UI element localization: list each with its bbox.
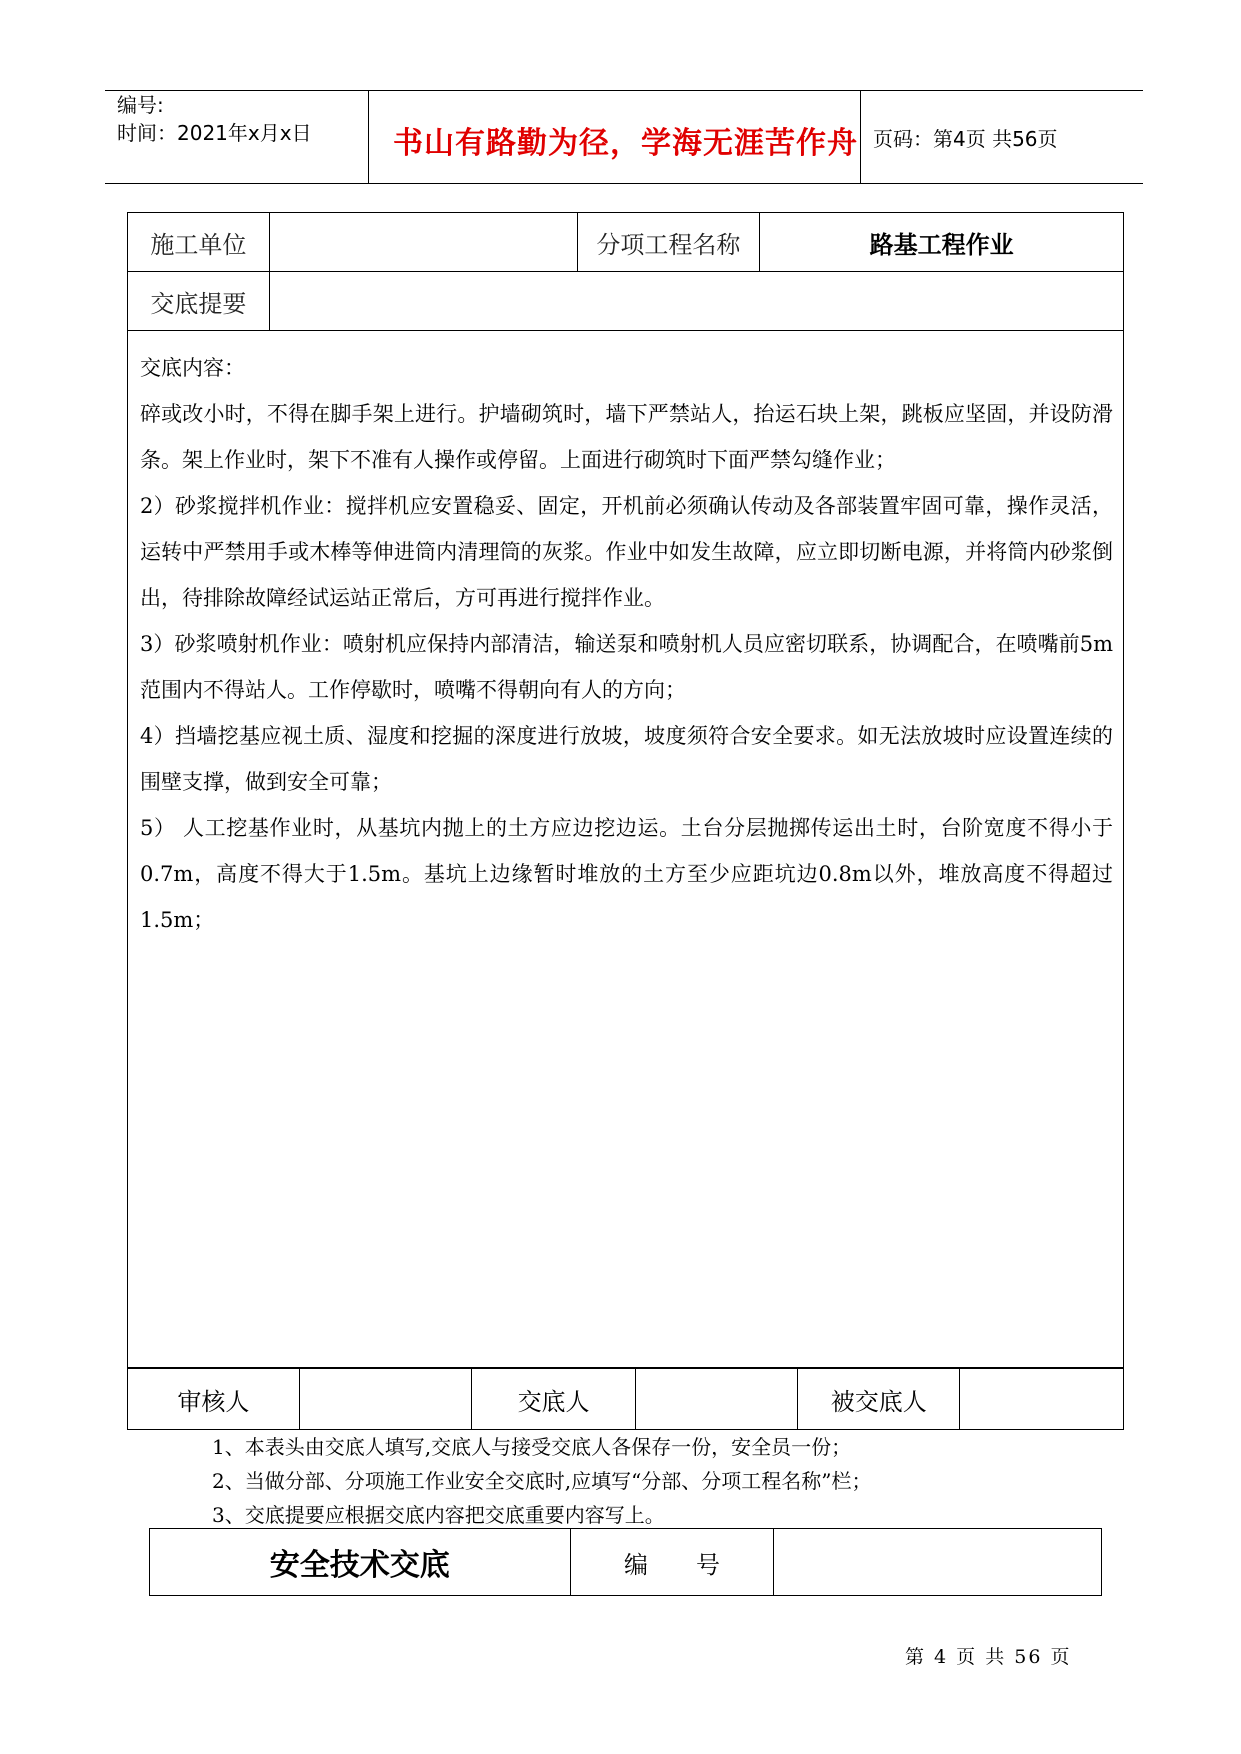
notes (212, 1430, 872, 1532)
content-paragraph: 4）挡墙挖基应视土质、湿度和挖掘的深度进行放坡，坡度须符合安全要求。如无法放坡时应设置连续的围壁支撑，做到安全可靠； (140, 724, 1113, 794)
header-time: 时间：2021年x月x日 (117, 121, 312, 145)
receiver-label: 被交底人 (798, 1369, 960, 1430)
header-divider-left (368, 90, 369, 184)
page-footer: 第 4 页 共 56 页 (905, 1646, 1072, 1668)
note-item: 1、本表头由交底人填写,交底人与接受交底人各保存一份，安全员一份； (212, 1435, 852, 1459)
note-item: 3、交底提要应根据交底内容把交底重要内容写上。 (212, 1503, 665, 1527)
reviewer-value[interactable] (299, 1369, 471, 1430)
header-divider-right (860, 90, 861, 184)
project-name-label: 分项工程名称 (577, 213, 760, 272)
next-form-title: 安全技术交底 (150, 1529, 571, 1596)
header-page-info: 页码：第4页 共56页 (873, 127, 1058, 151)
summary-value[interactable] (269, 272, 1123, 331)
disclosure-table (127, 212, 1124, 1368)
next-form-number-value[interactable] (774, 1529, 1102, 1596)
next-form-number-label: 编 号 (570, 1529, 774, 1596)
note-item: 2、当做分部、分项施工作业安全交底时,应填写“分部、分项工程名称”栏； (212, 1469, 872, 1493)
content-cell (128, 331, 1124, 1368)
unit-label: 施工单位 (128, 213, 270, 272)
content-label: 交底内容： (140, 356, 245, 380)
header-motto: 书山有路勤为径，学海无涯苦作舟 (393, 126, 858, 161)
summary-label: 交底提要 (128, 272, 270, 331)
next-form-title-table (149, 1528, 1102, 1596)
header-number-label: 编号: (117, 93, 164, 117)
content-paragraph: 碎或改小时，不得在脚手架上进行。护墙砌筑时，墙下严禁站人，抬运石块上架，跳板应坚固，并设防滑条。架上作业时，架下不准有人操作或停留。上面进行砌筑时下面严禁勾缝作业； (140, 402, 1113, 472)
content-paragraph: 2）砂浆搅拌机作业：搅拌机应安置稳妥、固定，开机前必须确认传动及各部装置牢固可靠，操作灵活，运转中严禁用手或木棒等伸进筒内清理筒的灰浆。作业中如发生故障，应立即切断电源，并将筒内砂浆倒出，待排除故障经试运站正常后，方可再进行搅拌作业。 (140, 494, 1113, 610)
header-bottom-rule (105, 183, 1143, 184)
receiver-value[interactable] (960, 1369, 1124, 1430)
discloser-value[interactable] (636, 1369, 798, 1430)
project-name-value: 路基工程作业 (760, 213, 1124, 272)
discloser-label: 交底人 (471, 1369, 636, 1430)
content-body (128, 331, 1123, 943)
reviewer-label: 审核人 (128, 1369, 300, 1430)
header-top-rule (105, 90, 1143, 91)
content-paragraph: 5） 人工挖基作业时，从基坑内抛上的土方应边挖边运。土台分层抛掷传运出土时，台阶宽度不得小于0.7m，高度不得大于1.5m。基坑上边缘暂时堆放的土方至少应距坑边0.8m以外，堆放高度不得超过1.5m； (140, 816, 1113, 932)
signature-table (127, 1368, 1124, 1430)
unit-value[interactable] (269, 213, 577, 272)
content-paragraph: 3）砂浆喷射机作业：喷射机应保持内部清洁，输送泵和喷射机人员应密切联系，协调配合，在喷嘴前5m范围内不得站人。工作停歇时，喷嘴不得朝向有人的方向； (140, 632, 1113, 702)
